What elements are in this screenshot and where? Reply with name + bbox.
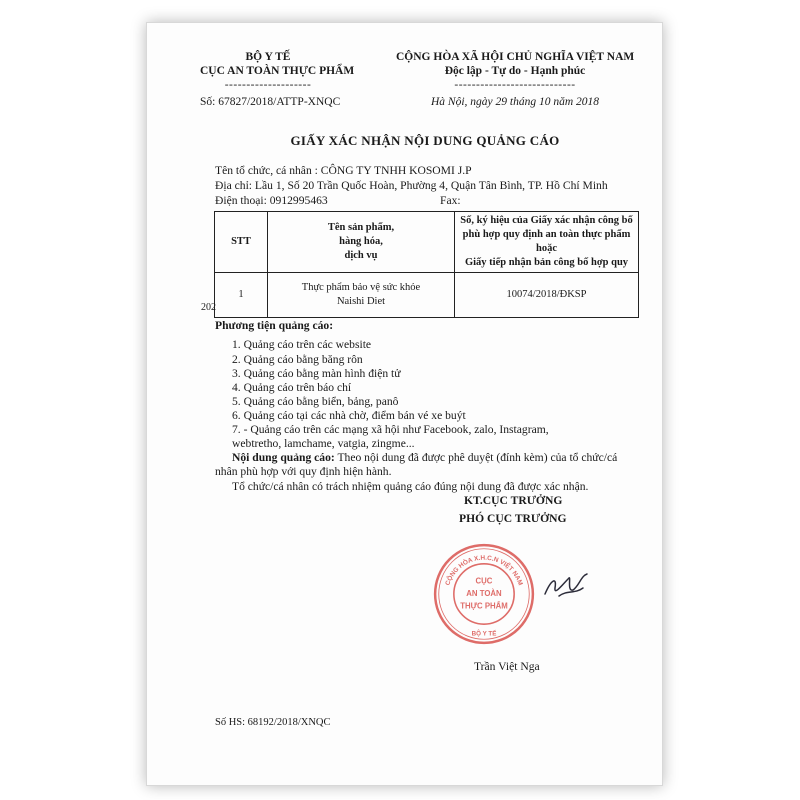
- header-certificate-line2: phù hợp quy định an toàn thực phẩm hoặc: [462, 229, 631, 254]
- media-heading: Phương tiện quảng cáo:: [215, 319, 334, 332]
- row-stt: 1: [215, 273, 268, 318]
- agency-name: CỤC AN TOÀN THỰC PHẨM: [200, 65, 355, 77]
- row-certificate: 10074/2018/ĐKSP: [455, 273, 639, 318]
- hs-number: Số HS: 68192/2018/XNQC: [215, 717, 331, 728]
- media-item-1: 1. Quảng cáo trên các website: [232, 338, 372, 351]
- document-title: GIẤY XÁC NHẬN NỘI DUNG QUẢNG CÁO: [290, 133, 560, 148]
- header-left: [200, 50, 355, 109]
- media-item-7-continued: webtretho, lamchame, vatgia, zingme...: [232, 437, 415, 450]
- content-text-line2: nhân phù hợp với quy định hiện hành.: [215, 465, 392, 478]
- media-item-5: 5. Quảng cáo bằng biển, bảng, panô: [232, 395, 399, 408]
- header-certificate-line1: Số, ký hiệu của Giấy xác nhận công bố: [460, 215, 633, 226]
- signature-position: PHÓ CỤC TRƯỞNG: [459, 512, 567, 525]
- row-product-name-line1: Thực phẩm bảo vệ sức khỏe: [301, 282, 421, 293]
- media-item-2: 2. Quảng cáo bằng băng rôn: [232, 353, 363, 366]
- org-fax: Fax:: [440, 194, 461, 207]
- header-product-name-line2: hàng hóa,: [339, 236, 383, 247]
- org-name: Tên tổ chức, cá nhân : CÔNG TY TNHH KOSOMI J.P: [215, 164, 472, 177]
- media-item-4: 4. Quảng cáo trên báo chí: [232, 381, 352, 394]
- signature-on-behalf: KT.CỤC TRƯỞNG: [464, 494, 563, 507]
- content-text-line1: Theo nội dung đã được phê duyệt (đính kèm) của tổ chức/cá: [334, 451, 618, 464]
- product-table: [214, 211, 639, 318]
- svg-text:BỘ Y TẾ: BỘ Y TẾ: [471, 630, 497, 638]
- header-product-name-line1: Tên sản phẩm,: [327, 222, 395, 233]
- svg-text:AN TOÀN: AN TOÀN: [466, 589, 502, 599]
- table-row: [215, 273, 639, 318]
- media-item-7: 7. - Quảng cáo trên các mạng xã hội như Facebook, zalo, Instagram,: [232, 423, 549, 436]
- left-divider: --------------------: [224, 79, 312, 91]
- signer-name: Trần Việt Nga: [474, 660, 540, 673]
- place-date: Hà Nội, ngày 29 tháng 10 năm 2018: [430, 96, 600, 108]
- national-motto: Độc lập - Tự do - Hạnh phúc: [444, 65, 586, 77]
- row-product-name: [268, 273, 455, 318]
- svg-text:CỘNG HÒA X.H.C.N VIỆT NAM: CỘNG HÒA X.H.C.N VIỆT NAM: [444, 554, 524, 587]
- official-seal: [432, 542, 536, 646]
- media-item-3: 3. Quảng cáo bằng màn hình điện tử: [232, 367, 401, 380]
- header-product-name-line3: dịch vụ: [344, 250, 378, 261]
- row-product-name-line2: Naishi Diet: [336, 296, 386, 307]
- media-item-6: 6. Quảng cáo tại các nhà chờ, điểm bán vé xe buýt: [232, 409, 466, 422]
- responsibility-text: Tổ chức/cá nhân có trách nhiệm quảng cáo đúng nội dung đã được xác nhận.: [232, 480, 589, 493]
- table-header-row: [215, 212, 639, 273]
- margin-note: 202: [201, 302, 216, 313]
- header-stt: STT: [215, 212, 268, 273]
- svg-text:THỰC PHẨM: THỰC PHẨM: [460, 601, 508, 611]
- nation-name: CỘNG HÒA XÃ HỘI CHỦ NGHĨA VIỆT NAM: [396, 51, 635, 63]
- doc-number: Số: 67827/2018/ATTP-XNQC: [200, 96, 341, 108]
- content-label: Nội dung quảng cáo:: [232, 451, 335, 464]
- org-address: Địa chỉ: Lầu 1, Số 20 Trần Quốc Hoàn, Phường 4, Quận Tân Bình, TP. Hồ Chí Minh: [215, 179, 608, 192]
- svg-text:CỤC: CỤC: [475, 576, 493, 586]
- header-product-name: [268, 212, 455, 273]
- header-certificate: [455, 212, 639, 273]
- right-divider: ----------------------------: [454, 79, 576, 91]
- header-certificate-line3: Giấy tiếp nhận bản công bố hợp quy: [464, 257, 629, 268]
- ministry-name: BỘ Y TẾ: [245, 51, 291, 63]
- header-right: [396, 50, 634, 109]
- content-line-1: [232, 450, 617, 465]
- signature-mark: [541, 566, 593, 602]
- org-phone: Điện thoại: 0912995463: [215, 194, 328, 207]
